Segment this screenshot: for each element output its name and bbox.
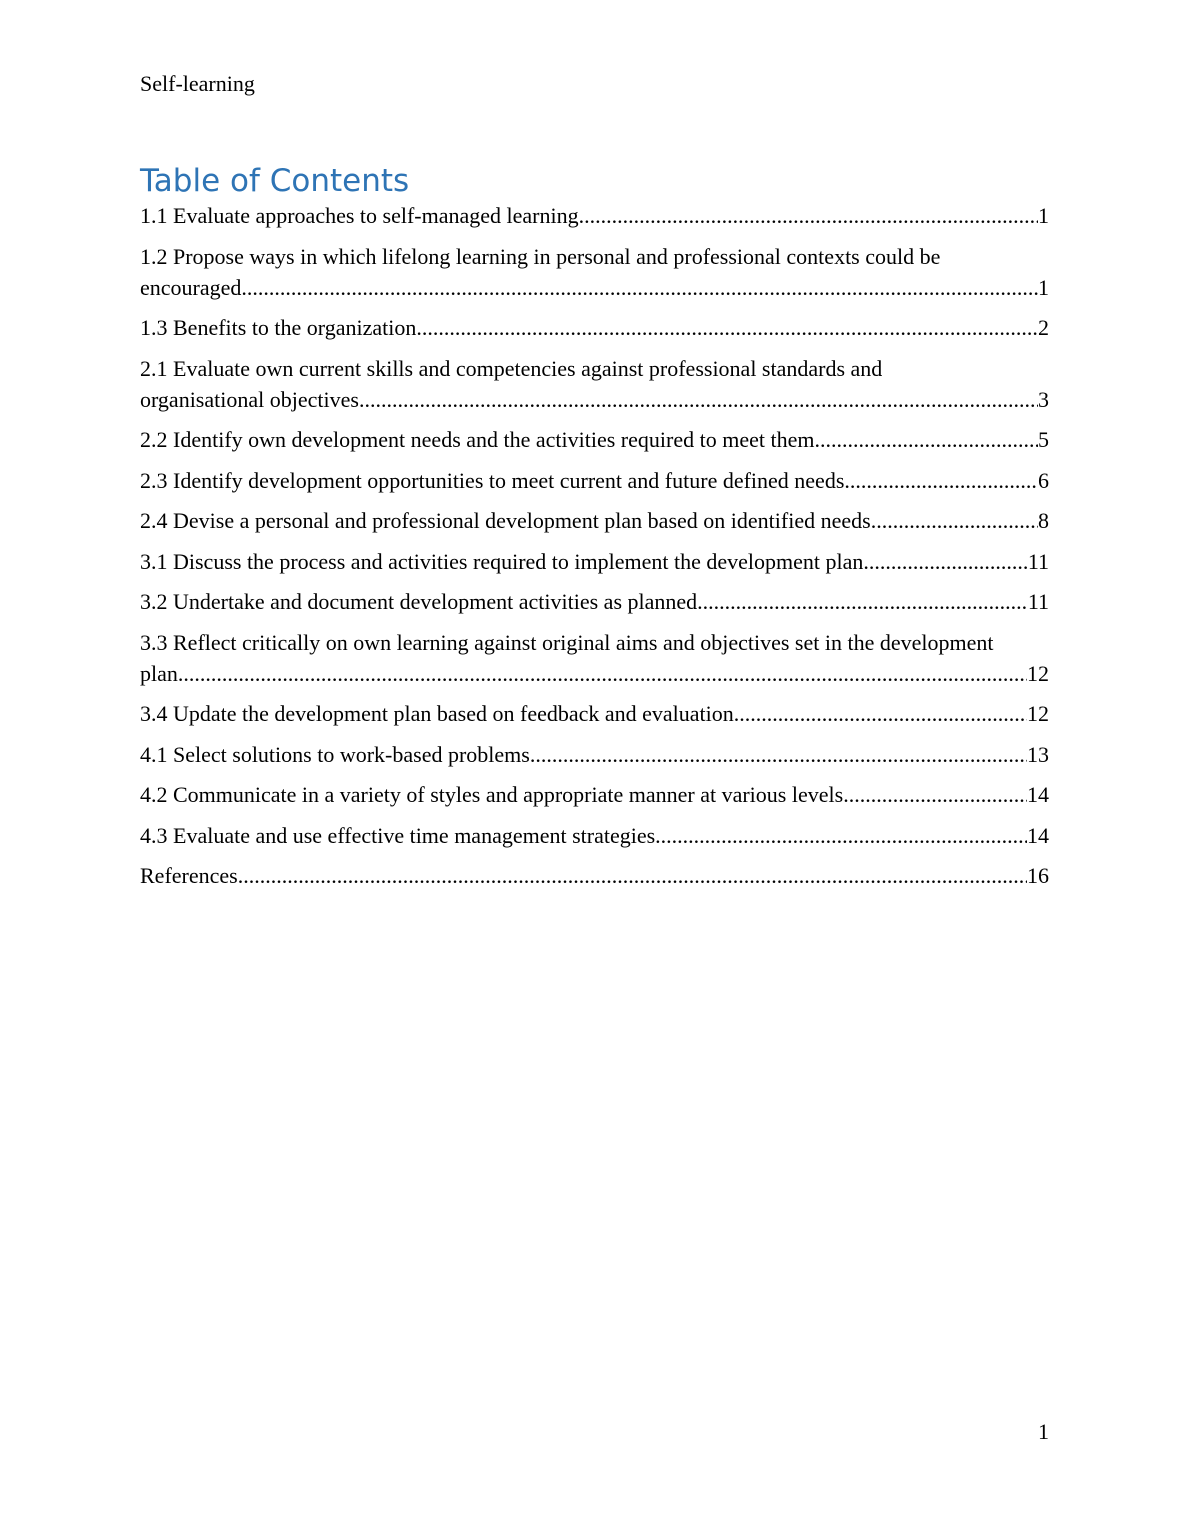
toc-entry-text: encouraged	[140, 274, 242, 300]
toc-entry[interactable]	[140, 779, 1049, 810]
toc-entry-page: 8	[1038, 508, 1049, 533]
page-number: 1	[1038, 1419, 1049, 1444]
toc-entry[interactable]	[140, 424, 1049, 455]
toc-entry-text: 2.1 Evaluate own current skills and competencies against professional standards and	[140, 355, 883, 381]
toc-entry-page: 2	[1038, 315, 1049, 340]
running-header: Self-learning	[140, 71, 255, 96]
toc-entry[interactable]	[140, 698, 1049, 729]
toc-entry[interactable]	[140, 739, 1049, 770]
toc-entry-text: 3.1 Discuss the process and activities required to implement the development plan	[140, 548, 864, 574]
toc-entry-page: 1	[1038, 274, 1049, 300]
toc-dot-leader	[359, 384, 1038, 415]
toc-entry-text: plan	[140, 660, 178, 686]
toc-entry-page: 14	[1027, 822, 1049, 848]
toc-entry-text: 4.3 Evaluate and use effective time management strategies	[140, 822, 656, 848]
toc-entry-text: 4.1 Select solutions to work-based problems	[140, 741, 530, 767]
toc-entry[interactable]	[140, 860, 1049, 891]
toc-entry-page: 14	[1027, 782, 1049, 807]
toc-entry[interactable]	[140, 241, 1049, 303]
toc-entry-text: 1.1 Evaluate approaches to self-managed learning	[140, 203, 579, 228]
toc-dot-leader	[871, 505, 1038, 536]
toc-entry-page: 11	[1027, 589, 1049, 614]
toc-entry-text: 4.2 Communicate in a variety of styles and appropriate manner at various levels	[140, 782, 844, 807]
toc-dot-leader	[178, 658, 1027, 689]
toc-entry-text: 1.3 Benefits to the organization	[140, 315, 417, 340]
toc-dot-leader	[814, 424, 1038, 455]
toc-dot-leader	[697, 586, 1028, 617]
toc-dot-leader	[843, 779, 1027, 810]
toc-entry-page: 11	[1027, 548, 1049, 574]
toc-dot-leader	[863, 546, 1027, 577]
toc-entry-text: 2.3 Identify development opportunities to meet current and future defined needs	[140, 467, 845, 493]
toc-entry[interactable]	[140, 586, 1049, 617]
toc-list	[140, 200, 1049, 901]
toc-entry-page: 3	[1038, 386, 1049, 412]
toc-dot-leader	[238, 860, 1027, 891]
toc-entry[interactable]	[140, 353, 1049, 415]
toc-entry-page: 6	[1038, 467, 1049, 493]
toc-entry-text: 2.4 Devise a personal and professional development plan based on identified needs	[140, 508, 871, 533]
toc-entry-page: 16	[1027, 863, 1049, 888]
toc-entry[interactable]	[140, 312, 1049, 343]
toc-entry-text: 3.4 Update the development plan based on feedback and evaluation	[140, 701, 734, 726]
toc-entry-text: 1.2 Propose ways in which lifelong learning in personal and professional contexts could be	[140, 243, 941, 269]
toc-dot-leader	[579, 200, 1038, 231]
toc-entry-text: organisational objectives	[140, 386, 359, 412]
toc-dot-leader	[844, 465, 1038, 496]
toc-entry[interactable]	[140, 505, 1049, 536]
toc-dot-leader	[241, 272, 1038, 303]
toc-entry[interactable]	[140, 200, 1049, 231]
toc-entry-text: References	[140, 863, 238, 888]
toc-entry-text: 2.2 Identify own development needs and the activities required to meet them	[140, 427, 815, 452]
toc-entry-text: 3.2 Undertake and document development activities as planned	[140, 589, 698, 614]
toc-entry-page: 13	[1027, 741, 1049, 767]
toc-dot-leader	[416, 312, 1038, 343]
toc-dot-leader	[734, 698, 1027, 729]
toc-entry-page: 1	[1038, 203, 1049, 228]
toc-entry-page: 12	[1027, 660, 1049, 686]
toc-entry-text: 3.3 Reflect critically on own learning against original aims and objectives set in the development	[140, 629, 994, 655]
toc-title: Table of Contents	[140, 163, 410, 199]
toc-entry-page: 12	[1027, 701, 1049, 726]
toc-entry[interactable]	[140, 627, 1049, 689]
toc-entry[interactable]	[140, 465, 1049, 496]
toc-dot-leader	[530, 739, 1027, 770]
toc-entry[interactable]	[140, 820, 1049, 851]
toc-entry-page: 5	[1038, 427, 1049, 452]
toc-entry[interactable]	[140, 546, 1049, 577]
toc-dot-leader	[655, 820, 1027, 851]
